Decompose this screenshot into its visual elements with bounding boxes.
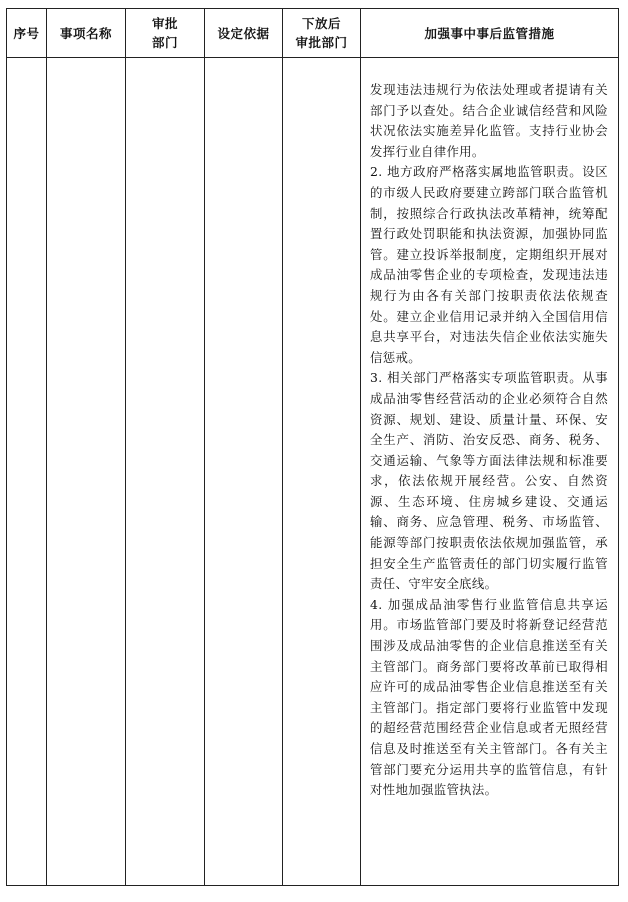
cell-measures — [361, 58, 619, 886]
cell-approval-dept — [126, 58, 205, 886]
cell-basis — [205, 58, 283, 886]
header-basis: 设定依据 — [205, 9, 283, 58]
header-measures: 加强事中事后监管措施 — [361, 9, 619, 58]
header-approval-dept — [126, 9, 205, 58]
measure-paragraph: 2. 地方政府严格落实属地监管职责。设区的市级人民政府要建立跨部门联合监管机制，按照综合行政执法改革精神，统筹配置行政处罚职能和执法资源，加强协同监管。建立投诉举报制度，定期组织开展对成品油零售企业的专项检查，发现违法违规行为由各有关部门按职责依法依规查处。建立企业信用记录并纳入全国信用信息共享平台，对违法失信企业依法实施失信惩戒。 — [370, 164, 608, 365]
cell-delegated-dept — [283, 58, 361, 886]
cell-seq — [7, 58, 47, 886]
measure-paragraph: 3. 相关部门严格落实专项监管职责。从事成品油零售经营活动的企业必须符合自然资源、规划、建设、质量计量、环保、安全生产、消防、治安反恐、商务、税务、交通运输、气象等方面法律法规和标准要求，依法依规开展经营。公安、自然资源、生态环境、住房城乡建设、交通运输、商务、应急管理、税务、市场监管、能源等部门按职责依法依规加强监管，承担安全生产监管责任的部门切实履行监管责任、守牢安全底线。 — [370, 370, 608, 592]
header-delegated-dept — [283, 9, 361, 58]
header-approval-dept-line1: 审批 — [151, 16, 178, 31]
measure-paragraph: 发现违法违规行为依法处理或者提请有关部门予以查处。结合企业诚信经营和风险状况依法实施差异化监管。支持行业协会发挥行业自律作用。 — [370, 82, 608, 159]
table-row — [7, 58, 619, 886]
header-delegated-dept-line1: 下放后 — [301, 16, 341, 31]
table-header-row — [7, 9, 619, 58]
header-delegated-dept-line2: 审批部门 — [295, 35, 348, 50]
regulatory-measures-table — [6, 8, 619, 886]
header-approval-dept-line2: 部门 — [151, 35, 178, 50]
header-seq: 序号 — [7, 9, 47, 58]
header-item-name: 事项名称 — [47, 9, 126, 58]
measure-paragraph: 4. 加强成品油零售行业监管信息共享运用。市场监管部门要及时将新登记经营范围涉及成品油零售的企业信息推送至有关主管部门。商务部门要将改革前已取得相应许可的成品油零售企业信息推送至有关主管部门。指定部门要将行业监管中发现的超经营范围经营企业信息或者无照经营信息及时推送至有关主管部门。各有关主管部门要充分运用共享的监管信息，有针对性地加强监管执法。 — [370, 596, 608, 798]
cell-item-name — [47, 58, 126, 886]
